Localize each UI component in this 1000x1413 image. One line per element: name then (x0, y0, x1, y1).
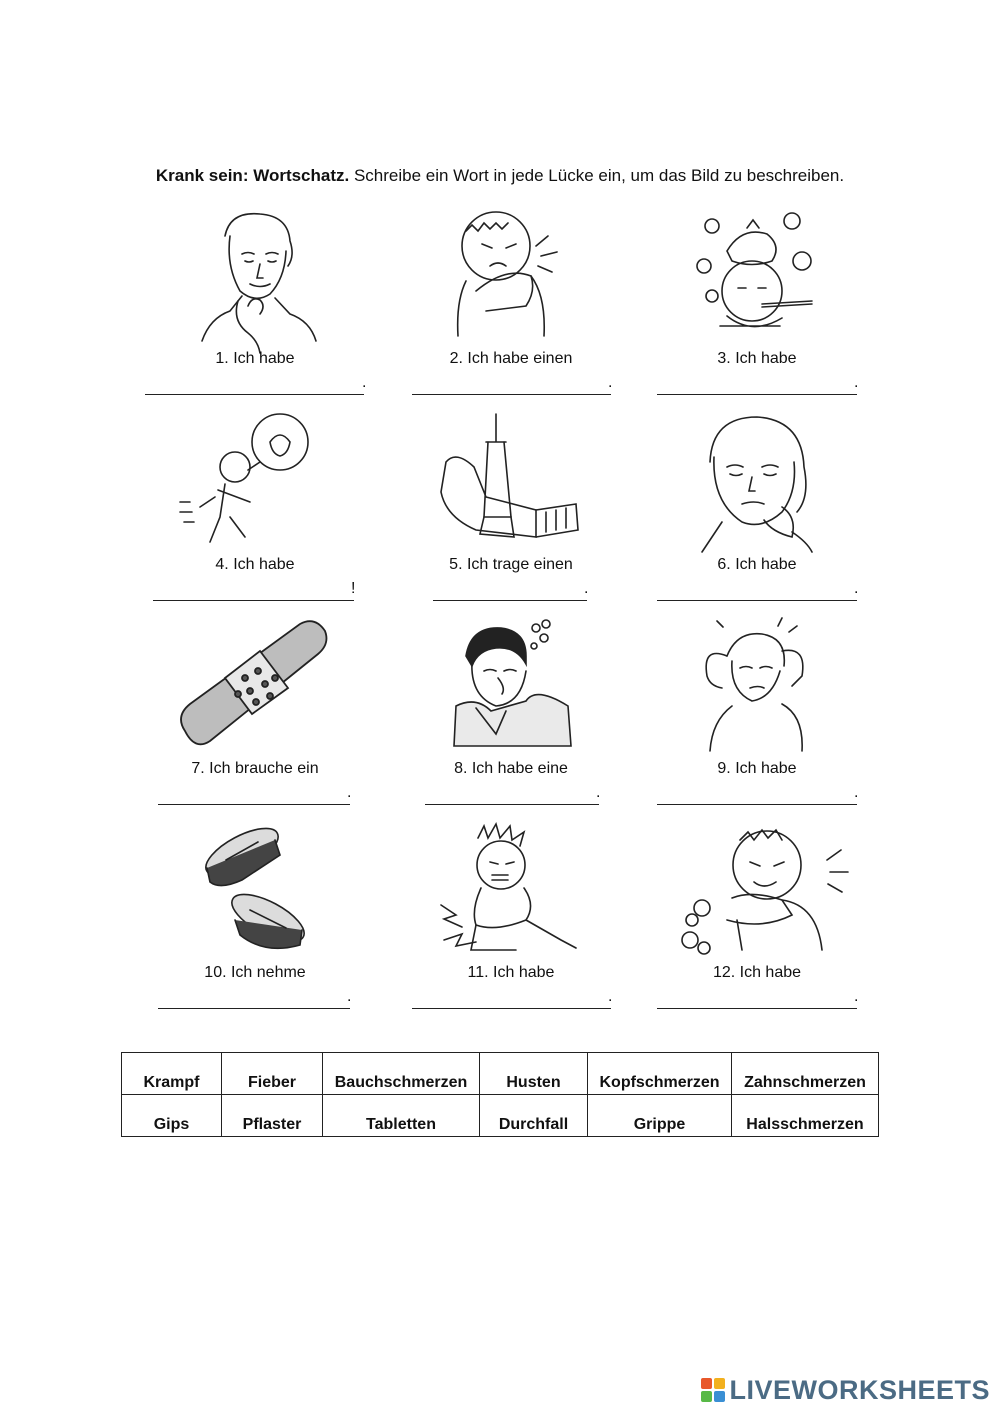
item-7-punctuation: . (347, 784, 352, 801)
toothache-man-icon (130, 206, 380, 356)
item-8-answer-input[interactable] (425, 782, 599, 805)
instruction-text: Schreibe ein Wort in jede Lücke ein, um das Bild zu beschreiben. (349, 166, 845, 185)
plaster-bandage-icon (130, 616, 380, 766)
item-6-answer-input[interactable] (657, 578, 857, 601)
item-12-caption: 12. Ich habe (712, 964, 802, 981)
item-5-punctuation: . (584, 580, 589, 597)
item-11-caption: 11. Ich habe (467, 964, 555, 981)
tablets-icon (130, 820, 380, 970)
word-bank-row (122, 1095, 879, 1137)
item-3-answer-input[interactable] (657, 372, 857, 395)
item-1-answer-input[interactable] (145, 372, 367, 395)
item-8-caption: 8. Ich habe eine (454, 760, 568, 777)
item-4-answer-input[interactable] (153, 578, 354, 601)
item-12-punctuation: . (854, 988, 859, 1005)
shoulder-cramp-boy-icon (386, 206, 636, 356)
item-7-caption: 7. Ich brauche ein (191, 760, 319, 777)
word-bank-row (122, 1053, 879, 1095)
word-bank-cell: Halsschmerzen (732, 1095, 879, 1137)
worksheet-title: Krank sein: Wortschatz. (155, 166, 350, 185)
liveworksheets-logo-icon (701, 1378, 725, 1402)
fever-thermometer-boy-icon (632, 206, 882, 356)
item-4-caption: 4. Ich habe (215, 556, 295, 573)
item-1-punctuation: . (362, 374, 367, 391)
flu-man-tissue-icon (386, 616, 636, 766)
toilet-rush-boy-icon (130, 412, 380, 562)
headache-woman-icon (632, 616, 882, 766)
item-12-answer-input[interactable] (657, 986, 857, 1009)
word-bank-cell: Kopfschmerzen (588, 1053, 732, 1095)
item-7-answer-input[interactable] (158, 782, 350, 805)
stomach-ache-boy-icon (386, 820, 636, 970)
word-bank-cell: Tabletten (323, 1095, 480, 1137)
word-bank-cell: Grippe (588, 1095, 732, 1137)
worksheet-instructions (0, 166, 1000, 186)
item-6-punctuation: . (854, 580, 859, 597)
item-10-punctuation: . (347, 988, 352, 1005)
word-bank-cell: Durchfall (480, 1095, 588, 1137)
item-9-answer-input[interactable] (657, 782, 857, 805)
item-2-caption: 2. Ich habe einen (449, 350, 573, 367)
liveworksheets-brand-text: LIVEWORKSHEETS (729, 1374, 990, 1405)
word-bank-cell: Bauchschmerzen (323, 1053, 480, 1095)
item-10-caption: 10. Ich nehme (204, 964, 306, 981)
item-9-caption: 9. Ich habe (717, 760, 797, 777)
item-3-caption: 3. Ich habe (717, 350, 797, 367)
item-10-answer-input[interactable] (158, 986, 350, 1009)
liveworksheets-logo[interactable] (701, 1374, 990, 1405)
item-4-punctuation: ! (351, 580, 356, 597)
item-2-answer-input[interactable] (412, 372, 611, 395)
item-9-punctuation: . (854, 784, 859, 801)
item-8-punctuation: . (596, 784, 601, 801)
word-bank-table (121, 1052, 879, 1137)
item-11-punctuation: . (608, 988, 613, 1005)
item-5-caption: 5. Ich trage einen (449, 556, 573, 573)
word-bank-cell: Gips (122, 1095, 222, 1137)
sore-throat-woman-icon (632, 412, 882, 562)
item-2-punctuation: . (608, 374, 613, 391)
item-6-caption: 6. Ich habe (717, 556, 797, 573)
leg-cast-icon (386, 412, 636, 562)
word-bank-cell: Husten (480, 1053, 588, 1095)
item-11-answer-input[interactable] (412, 986, 611, 1009)
item-5-answer-input[interactable] (433, 578, 587, 601)
word-bank-cell: Fieber (222, 1053, 323, 1095)
word-bank-cell: Zahnschmerzen (732, 1053, 879, 1095)
coughing-boy-icon (632, 820, 882, 970)
word-bank-cell: Pflaster (222, 1095, 323, 1137)
word-bank-cell: Krampf (122, 1053, 222, 1095)
item-3-punctuation: . (854, 374, 859, 391)
item-1-caption: 1. Ich habe (215, 350, 295, 367)
